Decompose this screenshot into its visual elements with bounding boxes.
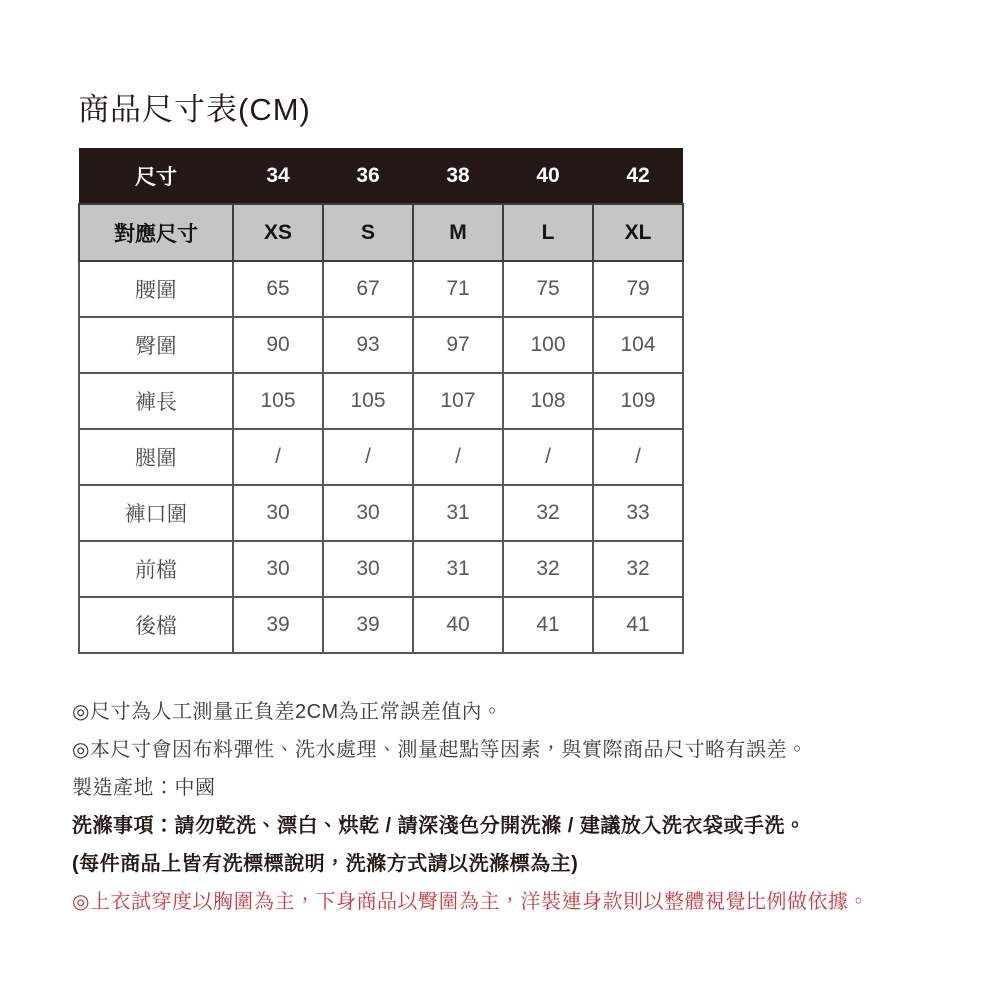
size-value-cell: 32	[593, 541, 683, 597]
size-value-cell: 100	[503, 317, 593, 373]
size-value-cell: 107	[413, 373, 503, 429]
size-value-cell: 108	[503, 373, 593, 429]
size-number-header-row	[79, 148, 683, 204]
size-value-cell: 38	[413, 148, 503, 204]
size-value-cell: /	[233, 429, 323, 485]
measurement-row	[79, 429, 683, 485]
size-value-cell: 40	[503, 148, 593, 204]
size-table-body	[79, 148, 683, 653]
measurement-row	[79, 373, 683, 429]
row-label: 褲長	[79, 373, 233, 429]
size-table	[78, 148, 684, 654]
note-washing-instructions: 洗滌事項：請勿乾洗、漂白、烘乾 / 請深淺色分開洗滌 / 建議放入洗衣袋或手洗。	[72, 815, 806, 837]
size-value-cell: 97	[413, 317, 503, 373]
row-label: 前檔	[79, 541, 233, 597]
size-value-cell: 105	[323, 373, 413, 429]
size-value-cell: 90	[233, 317, 323, 373]
size-value-cell: 104	[593, 317, 683, 373]
size-value-cell: XS	[233, 204, 323, 261]
row-label: 腿圍	[79, 429, 233, 485]
size-value-cell: L	[503, 204, 593, 261]
note-washing-label: (每件商品上皆有洗標標說明，洗滌方式請以洗滌標為主)	[72, 853, 579, 875]
measurement-row	[79, 541, 683, 597]
note-origin: 製造產地：中國	[72, 777, 216, 799]
row-label: 臀圍	[79, 317, 233, 373]
size-value-cell: 31	[413, 541, 503, 597]
size-value-cell: 41	[593, 597, 683, 653]
size-value-cell: 36	[323, 148, 413, 204]
measurement-row	[79, 261, 683, 317]
size-value-cell: 105	[233, 373, 323, 429]
size-value-cell: 93	[323, 317, 413, 373]
size-letter-mapping-row	[79, 204, 683, 261]
size-value-cell: 31	[413, 485, 503, 541]
size-value-cell: 71	[413, 261, 503, 317]
row-label: 腰圍	[79, 261, 233, 317]
size-value-cell: /	[413, 429, 503, 485]
size-value-cell: 109	[593, 373, 683, 429]
size-value-cell: 40	[413, 597, 503, 653]
size-value-cell: /	[323, 429, 413, 485]
measurement-row	[79, 597, 683, 653]
measurement-row	[79, 317, 683, 373]
size-value-cell: 30	[323, 485, 413, 541]
note-size-variance: ◎本尺寸會因布料彈性、洗水處理、測量起點等因素，與實際商品尺寸略有誤差。	[72, 739, 808, 761]
size-value-cell: 42	[593, 148, 683, 204]
row-label: 後檔	[79, 597, 233, 653]
size-value-cell: 30	[233, 541, 323, 597]
size-value-cell: 65	[233, 261, 323, 317]
size-value-cell: 39	[233, 597, 323, 653]
size-value-cell: 75	[503, 261, 593, 317]
size-value-cell: 32	[503, 485, 593, 541]
size-value-cell: 39	[323, 597, 413, 653]
size-value-cell: 34	[233, 148, 323, 204]
size-value-cell: 67	[323, 261, 413, 317]
row-label: 尺寸	[79, 148, 233, 204]
size-value-cell: S	[323, 204, 413, 261]
note-measure-tolerance: ◎尺寸為人工測量正負差2CM為正常誤差值內。	[72, 701, 503, 723]
page-title: 商品尺寸表(CM)	[78, 92, 311, 127]
size-value-cell: 41	[503, 597, 593, 653]
size-value-cell: XL	[593, 204, 683, 261]
measurement-row	[79, 485, 683, 541]
notes-section	[72, 701, 982, 929]
size-value-cell: 30	[323, 541, 413, 597]
row-label: 褲口圍	[79, 485, 233, 541]
size-value-cell: 32	[503, 541, 593, 597]
row-label: 對應尺寸	[79, 204, 233, 261]
size-value-cell: 79	[593, 261, 683, 317]
size-value-cell: M	[413, 204, 503, 261]
size-value-cell: 30	[233, 485, 323, 541]
size-value-cell: /	[593, 429, 683, 485]
note-fit-guideline: ◎上衣試穿度以胸圍為主，下身商品以臀圍為主，洋裝連身款則以整體視覺比例做依據。	[72, 891, 869, 913]
size-value-cell: 33	[593, 485, 683, 541]
size-value-cell: /	[503, 429, 593, 485]
